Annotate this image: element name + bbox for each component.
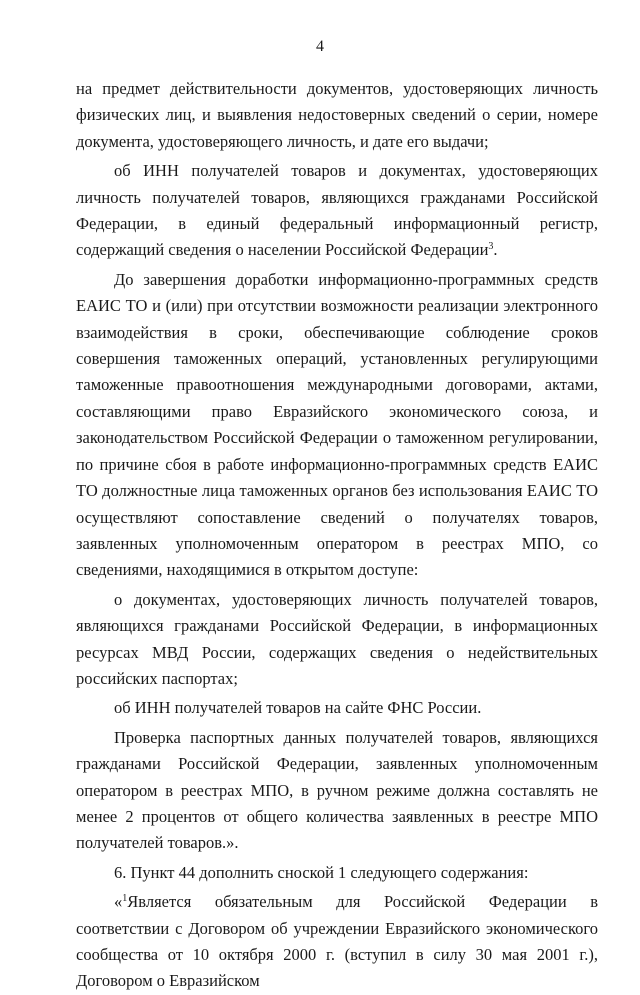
footnote-ref: 1 xyxy=(122,893,128,905)
document-body xyxy=(76,76,598,995)
paragraph-manual-check-share: Проверка паспортных данных получателей товаров, являющихся гражданами Российской Федерации, заявленных уполномоченным оператором в реестрах МПО, в ручном режиме должна составлять не менее 2 процентов от общего количества заявленных в реестре МПО получателей товаров.». xyxy=(76,727,598,853)
paragraph-manual-comparison: До завершения доработки информационно-программных средств ЕАИС ТО и (или) при отсутствии возможности реализации электронного взаимодействия в сроки, обеспечивающие соблюдение сроков совершения таможенных операций, установленных регулирующими таможенные правоотношения международными договорами, актами, составляющими право Евразийского экономического союза, и законодательством Российской Федерации о таможенном регулировании, по причине сбоя в работе информационно-программных средств ЕАИС ТО должностные лица таможенных органов без использования ЕАИС ТО осуществляют сопоставление сведений о получателях товаров, заявленных уполномоченным оператором в реестрах МПО, со сведениями, находящимися в открытом доступе: xyxy=(76,269,598,580)
paragraph-verification-purpose: на предмет действительности документов, удостоверяющих личность физических лиц, и выявления недостоверных сведений о серии, номере документа, удостоверяющего личность, и дате его выдачи; xyxy=(76,79,598,151)
paragraph-fns-check: об ИНН получателей товаров на сайте ФНС России. xyxy=(114,698,482,718)
paragraph-inn-registry: об ИНН получателей товаров и документах, удостоверяющих личность получателей товаров, являющихся гражданами Российской Федерации, в единый федеральный информационный регистр, содержащий сведения о населении Российской Федерации$^3$. xyxy=(76,161,598,260)
paragraph-mvd-check: о документах, удостоверяющих личность получателей товаров, являющихся гражданами Российской Федерации, в информационных ресурсах МВД России, содержащих сведения о недействительных российских паспортах; xyxy=(76,589,598,688)
page-number: 4 xyxy=(316,38,324,55)
paragraph-item-6: 6. Пункт 44 дополнить сноской 1 следующего содержания: xyxy=(114,862,529,882)
footnote-ref: 3 xyxy=(488,241,494,253)
paragraph-footnote-text: «$^1$Является обязательным для Российской Федерации в соответствии с Договором об учреждении Евразийского экономического сообщества от 10 октября 2000 г. (вступил в силу 30 мая 2001 г.), Договором о Евразийском xyxy=(76,892,598,991)
